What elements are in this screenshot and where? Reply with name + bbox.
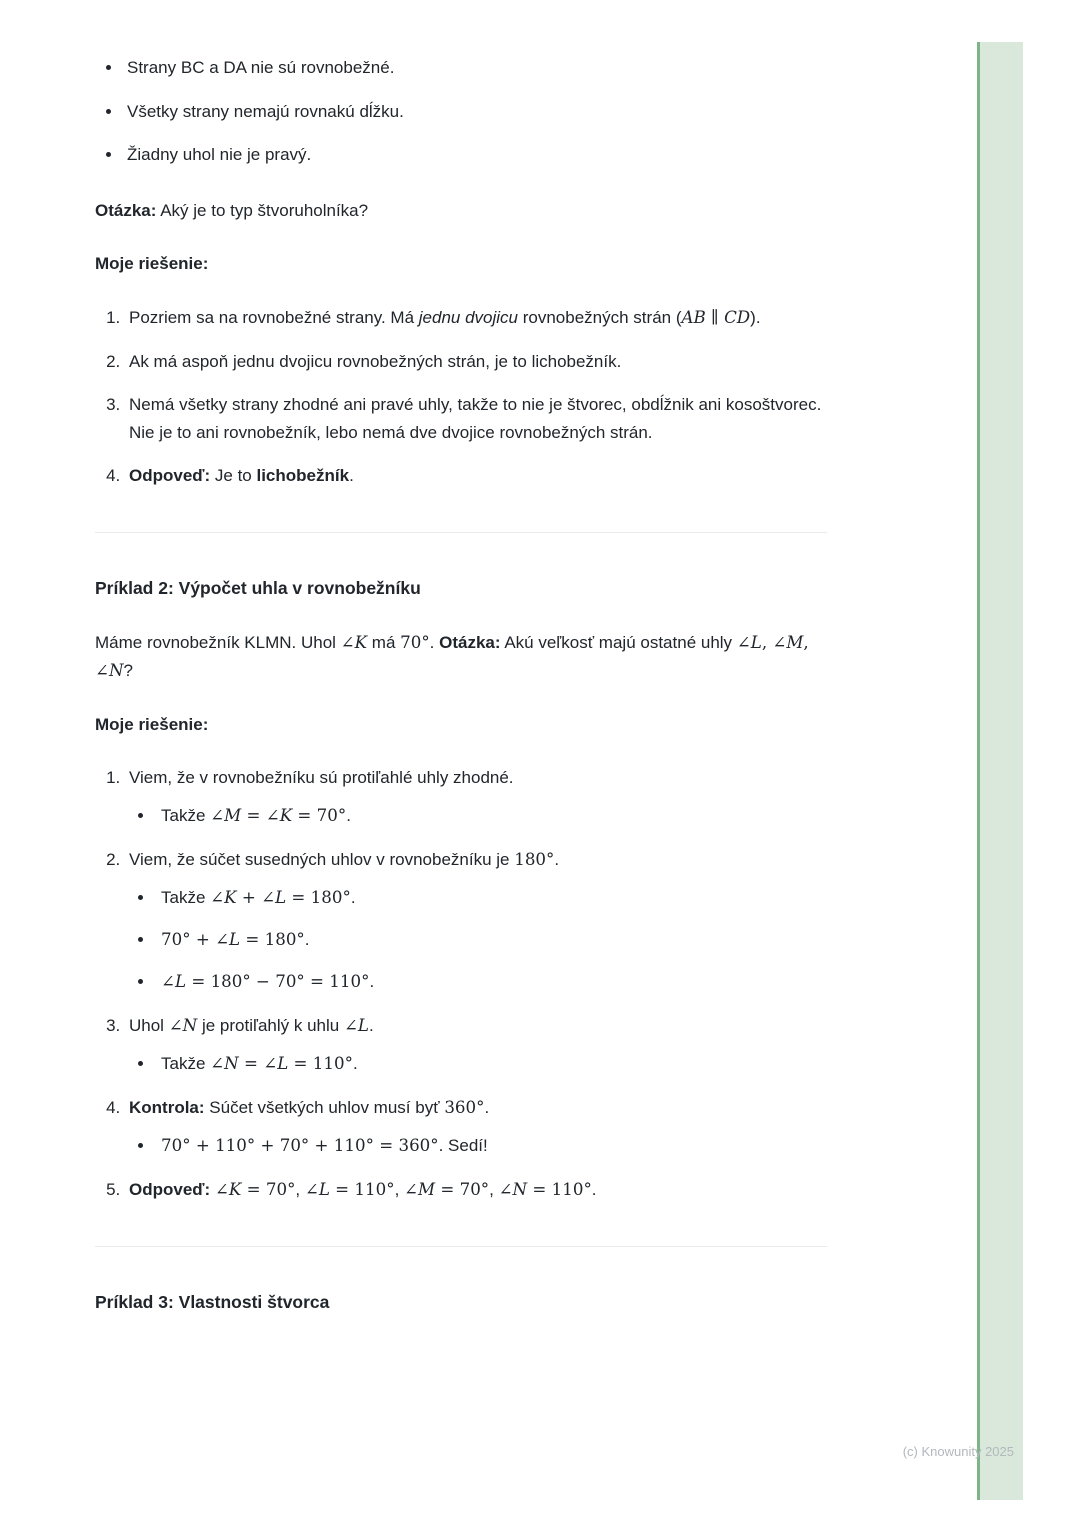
solution2-step-2: [125, 846, 827, 996]
text-run: .: [591, 1179, 597, 1199]
bullet-text: Všetky strany nemajú rovnakú dĺžku.: [127, 101, 404, 121]
text-run: Viem, že v rovnobežníku sú protiľahlé uhly zhodné.: [129, 768, 514, 788]
example3-heading: Príklad 3: Vlastnosti štvorca: [95, 1291, 330, 1312]
property-bullet-list: [95, 54, 827, 169]
sub-bullet-item: [155, 968, 827, 996]
math-run: 360°: [444, 1097, 485, 1117]
question1-paragraph: [95, 197, 827, 225]
solution2-step-4: [125, 1094, 827, 1160]
text-run: Máme rovnobežník KLMN. Uhol: [95, 633, 341, 652]
math-run: ∠M = 70°: [404, 1179, 490, 1199]
document-content: [95, 26, 827, 1343]
step-main-text: [129, 1094, 827, 1122]
sub-bullet-list: [129, 1132, 827, 1160]
solution1-step-4: [125, 462, 827, 490]
bold-run: Odpoveď:: [129, 466, 211, 486]
text-run: Akú veľkosť majú ostatné uhly: [500, 633, 737, 652]
math-run: 70° + 110° + 70° + 110° = 360°: [161, 1135, 439, 1155]
text-run: Takže: [161, 1053, 211, 1073]
solution2-step-5: [125, 1176, 827, 1204]
text-run: .: [350, 887, 356, 907]
math-run: ∠N = ∠L = 110°: [210, 1053, 353, 1073]
bold-run: Kontrola:: [129, 1097, 205, 1117]
text-run: .: [352, 1053, 358, 1073]
solution2-steps: [95, 764, 827, 1203]
sub-bullet-item: [155, 926, 827, 954]
text-run: rovnobežných strán (: [518, 307, 682, 327]
solution2-step-3: [125, 1012, 827, 1078]
question-label: Otázka:: [95, 200, 157, 220]
math-run: ∠L: [343, 1015, 369, 1035]
text-run: Je to: [210, 466, 257, 486]
text-run: ?: [123, 660, 134, 680]
text-run: Ak má aspoň jednu dvojicu rovnobežných strán, je to lichobežník.: [129, 351, 622, 371]
text-run: ).: [750, 307, 761, 327]
step-main-text: [129, 764, 827, 792]
math-run: 70° + ∠L = 180°: [161, 929, 305, 949]
text-run: ,: [295, 1179, 305, 1199]
text-run: .: [484, 1097, 490, 1117]
math-run: ∠L = 110°: [304, 1179, 395, 1199]
solution1-step-1: [125, 304, 827, 332]
step-main-text: [129, 846, 827, 874]
text-run: Takže: [161, 887, 211, 907]
bullet-item: [123, 98, 827, 126]
text-run: ,: [394, 1179, 405, 1199]
solution1-step-3: [125, 391, 827, 446]
bullet-text: Žiadny uhol nie je pravý.: [127, 145, 312, 165]
copyright-text: (c) Knowunity 2025: [902, 1443, 1014, 1459]
sub-bullet-item: [155, 1050, 827, 1078]
text-run: .: [304, 929, 310, 949]
sub-bullet-list: [129, 802, 827, 830]
text-run: .: [346, 806, 351, 825]
sub-bullet-item: [155, 884, 827, 912]
bullet-item: [123, 141, 827, 169]
text-run: Takže: [161, 806, 211, 825]
text-run: Uhol: [129, 1015, 169, 1035]
text-run: .: [368, 1015, 374, 1035]
copyright-footer: [903, 1441, 1014, 1462]
math-run: ∠K: [340, 633, 368, 652]
question-label: Otázka:: [439, 633, 501, 652]
text-run: .: [369, 971, 375, 991]
bullet-text: Strany BC a DA nie sú rovnobežné.: [127, 58, 395, 77]
step-main-text: [129, 1012, 827, 1040]
math-run: 70°: [400, 633, 430, 652]
sub-bullet-list: [129, 1050, 827, 1078]
bold-run: lichobežník: [256, 466, 350, 486]
highlight-strip: [977, 42, 1023, 1500]
bold-run: Odpoveď:: [129, 1179, 211, 1199]
text-run: Nemá všetky strany zhodné ani pravé uhly, takže to nie je štvorec, obdĺžnik ani kosoštvorec. Nie je to ani rovnobežník, lebo nemá dve dvojice rovnobežných strán.: [129, 395, 822, 442]
text-run: .: [349, 466, 354, 486]
question-text: Aký je to typ štvoruholníka?: [156, 200, 369, 220]
text-run: .: [429, 633, 440, 652]
sub-bullet-item: [155, 1132, 827, 1160]
text-run: Súčet všetkých uhlov musí byť: [204, 1097, 445, 1117]
math-run: ∠L, ∠M, ∠N: [95, 633, 809, 680]
solution1-steps: [95, 304, 827, 490]
math-run: 180°: [514, 849, 555, 869]
sub-bullet-item: [155, 802, 827, 830]
emphasis-run: jednu dvojicu: [418, 307, 519, 327]
solution2-heading: Moje riešenie:: [95, 714, 209, 734]
solution2-step-1: [125, 764, 827, 830]
section-divider: [95, 1246, 827, 1247]
math-run: ∠K = 70°: [214, 1179, 296, 1199]
bullet-item: [123, 54, 827, 82]
text-run: Pozriem sa na rovnobežné strany. Má: [129, 307, 419, 327]
text-run: Viem, že súčet susedných uhlov v rovnobežníku je: [129, 849, 515, 869]
math-run: ∠K + ∠L = 180°: [210, 887, 351, 907]
sub-bullet-list: [129, 884, 827, 996]
solution1-step-2: [125, 348, 827, 376]
text-run: . Sedí!: [438, 1135, 488, 1155]
text-run: ,: [489, 1179, 499, 1199]
example2-intro-paragraph: [95, 629, 827, 685]
solution1-heading: Moje riešenie:: [95, 254, 209, 274]
text-run: má: [367, 633, 401, 652]
text-run: je protiľahlý k uhlu: [197, 1015, 344, 1035]
text-run: .: [554, 849, 560, 869]
math-run: ∠M = ∠K = 70°: [210, 806, 347, 825]
math-run: ∠N: [168, 1015, 198, 1035]
example2-heading: Príklad 2: Výpočet uhla v rovnobežníku: [95, 577, 421, 598]
math-run: AB ∥ CD: [681, 307, 751, 327]
math-run: ∠L = 180° − 70° = 110°: [161, 971, 370, 991]
math-run: ∠N = 110°: [498, 1179, 592, 1199]
section-divider: [95, 532, 827, 533]
